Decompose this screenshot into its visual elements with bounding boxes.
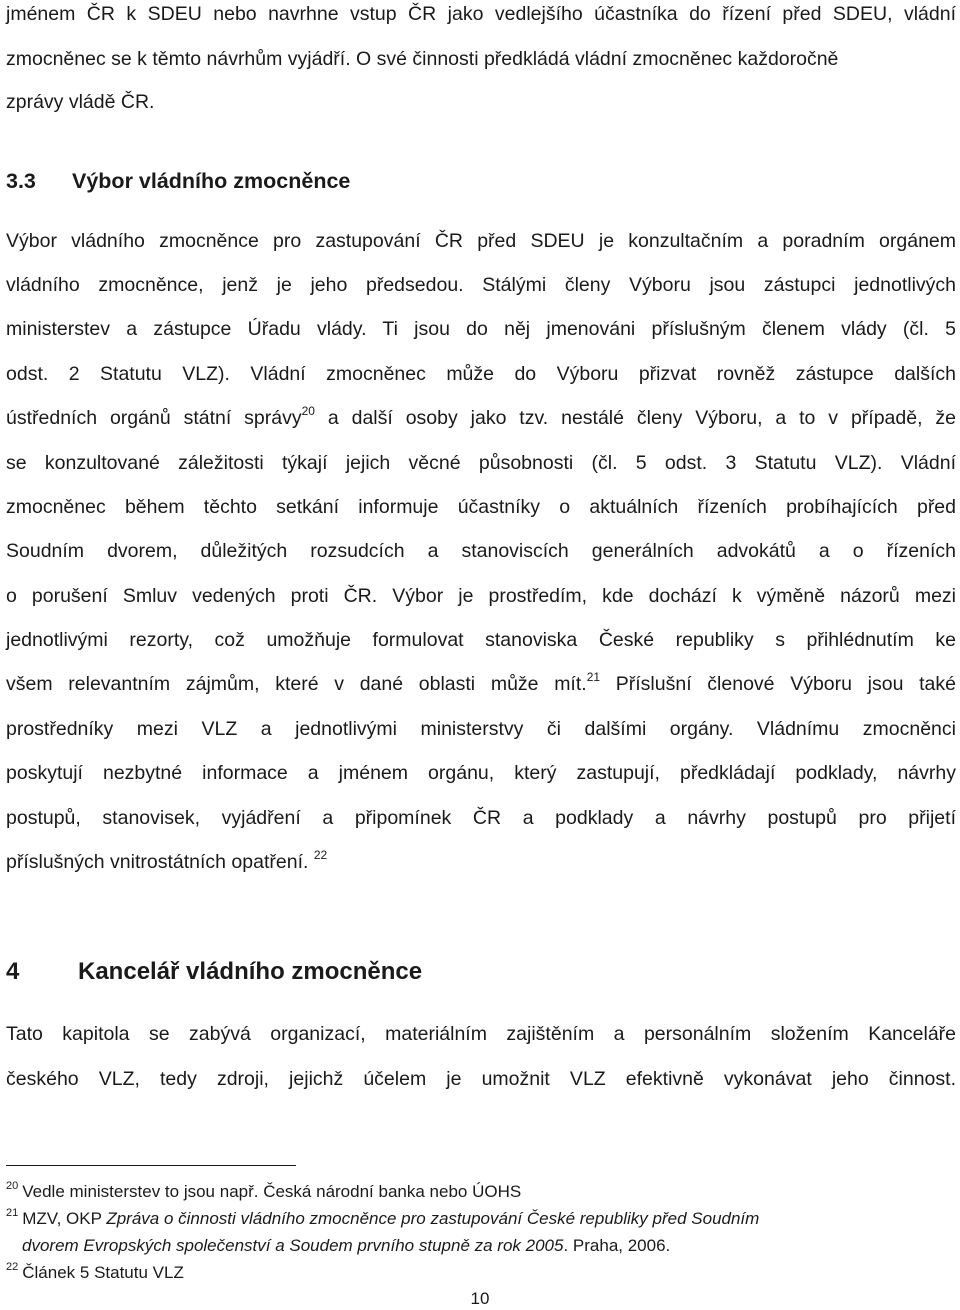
paragraph-line: ministerstev a zástupce Úřadu vlády. Ti jsou do něj jmenováni příslušným členem vlády (čl. 5 [6,318,956,340]
paragraph-line [6,670,956,698]
paragraph-line: Soudním dvorem, důležitých rozsudcích a stanoviscích generálních advokátů a o řízeních [6,540,956,562]
intro-line-3: zprávy vládě ČR. [6,91,155,113]
footnote-text: Článek 5 Statutu VLZ [22,1263,184,1282]
text-run: a další osoby jako tzv. nestálé členy Výboru, a to v případě, že [314,407,956,429]
footnote-publication-title: Zpráva o činnosti vládního zmocněnce pro zastupování České republiky před Soudním [106,1209,760,1228]
footnote-separator [6,1165,296,1166]
footnote-ref-21[interactable]: 21 [586,670,601,684]
footnote-ref-22[interactable]: 22 [313,848,328,862]
footnote-text: . Praha, 2006. [563,1236,671,1255]
footnote-text: Vedle ministerstev to jsou např. Česká národní banka nebo ÚOHS [22,1182,522,1201]
footnote-20 [6,1180,956,1204]
footnote-publication-title: dvorem Evropských společenství a Soudem prvního stupně za rok 2005 [22,1236,564,1255]
section-heading-3-3 [6,166,350,196]
intro-line-2: zmocněnec se k těmto návrhům vyjádří. O své činnosti předkládá vládní zmocněnec každoročně [6,48,839,70]
paragraph-line: prostředníky mezi VLZ a jednotlivými ministerstvy či dalšími orgány. Vládnímu zmocněnci [6,718,956,740]
chapter-number: 4 [6,958,20,985]
footnote-marker: 20 [6,1180,19,1192]
page-number: 10 [470,1289,490,1308]
paragraph-line: Tato kapitola se zabývá organizací, materiálním zajištěním a personálním složením Kanceláře [6,1023,956,1045]
paragraph-line: vládního zmocněnce, jenž je jeho předsedou. Stálými členy Výboru jsou zástupci jednotlivých [6,274,956,296]
paragraph-line: odst. 2 Statutu VLZ). Vládní zmocněnec může do Výboru přizvat rovněž zástupce dalších [6,363,956,385]
text-run: příslušných vnitrostátních opatření. [6,851,309,873]
text-run: ústředních orgánů státní správy [6,407,302,429]
section-title: Výbor vládního zmocněnce [72,169,351,193]
text-run: všem relevantním zájmům, které v dané oblasti může mít. [6,673,587,695]
chapter-heading-4 [6,956,422,988]
paragraph-line: zmocněnec během těchto setkání informuje účastníky o aktuálních řízeních probíhajících před [6,496,956,518]
footnote-ref-20[interactable]: 20 [301,404,315,418]
paragraph-line: o porušení Smluv vedených proti ČR. Výbor je prostředím, kde dochází k výměně názorů mezi [6,585,956,607]
footnote-marker: 21 [6,1207,19,1219]
footnote-marker: 22 [6,1261,19,1273]
paragraph-line: jednotlivými rezorty, což umožňuje formulovat stanoviska České republiky s přihlédnutím ke [6,629,956,651]
paragraph-line [6,404,956,432]
paragraph-line [6,848,956,876]
footnote-text: MZV, OKP [22,1209,107,1228]
intro-line-1: jménem ČR k SDEU nebo navrhne vstup ČR jako vedlejšího účastníka do řízení před SDEU, vládní [6,3,956,25]
paragraph-line: se konzultované záležitosti týkají jejich věcné působnosti (čl. 5 odst. 3 Statutu VLZ). Vládní [6,452,956,474]
footnote-21 [6,1207,956,1231]
footnote-22 [6,1261,956,1285]
text-run: Příslušní členové Výboru jsou také [600,673,956,695]
section-number: 3.3 [6,169,36,193]
paragraph-line: poskytují nezbytné informace a jménem orgánu, který zastupují, předkládají podklady, návrhy [6,762,956,784]
footnote-21-continued [22,1234,960,1258]
chapter-title: Kancelář vládního zmocněnce [78,958,423,985]
paragraph-line: českého VLZ, tedy zdroji, jejichž účelem je umožnit VLZ efektivně vykonávat jeho činnost. [6,1068,956,1090]
paragraph-line: postupů, stanovisek, vyjádření a připomínek ČR a podklady a návrhy postupů pro přijetí [6,807,956,829]
paragraph-line: Výbor vládního zmocněnce pro zastupování ČR před SDEU je konzultačním a poradním orgánem [6,230,956,252]
